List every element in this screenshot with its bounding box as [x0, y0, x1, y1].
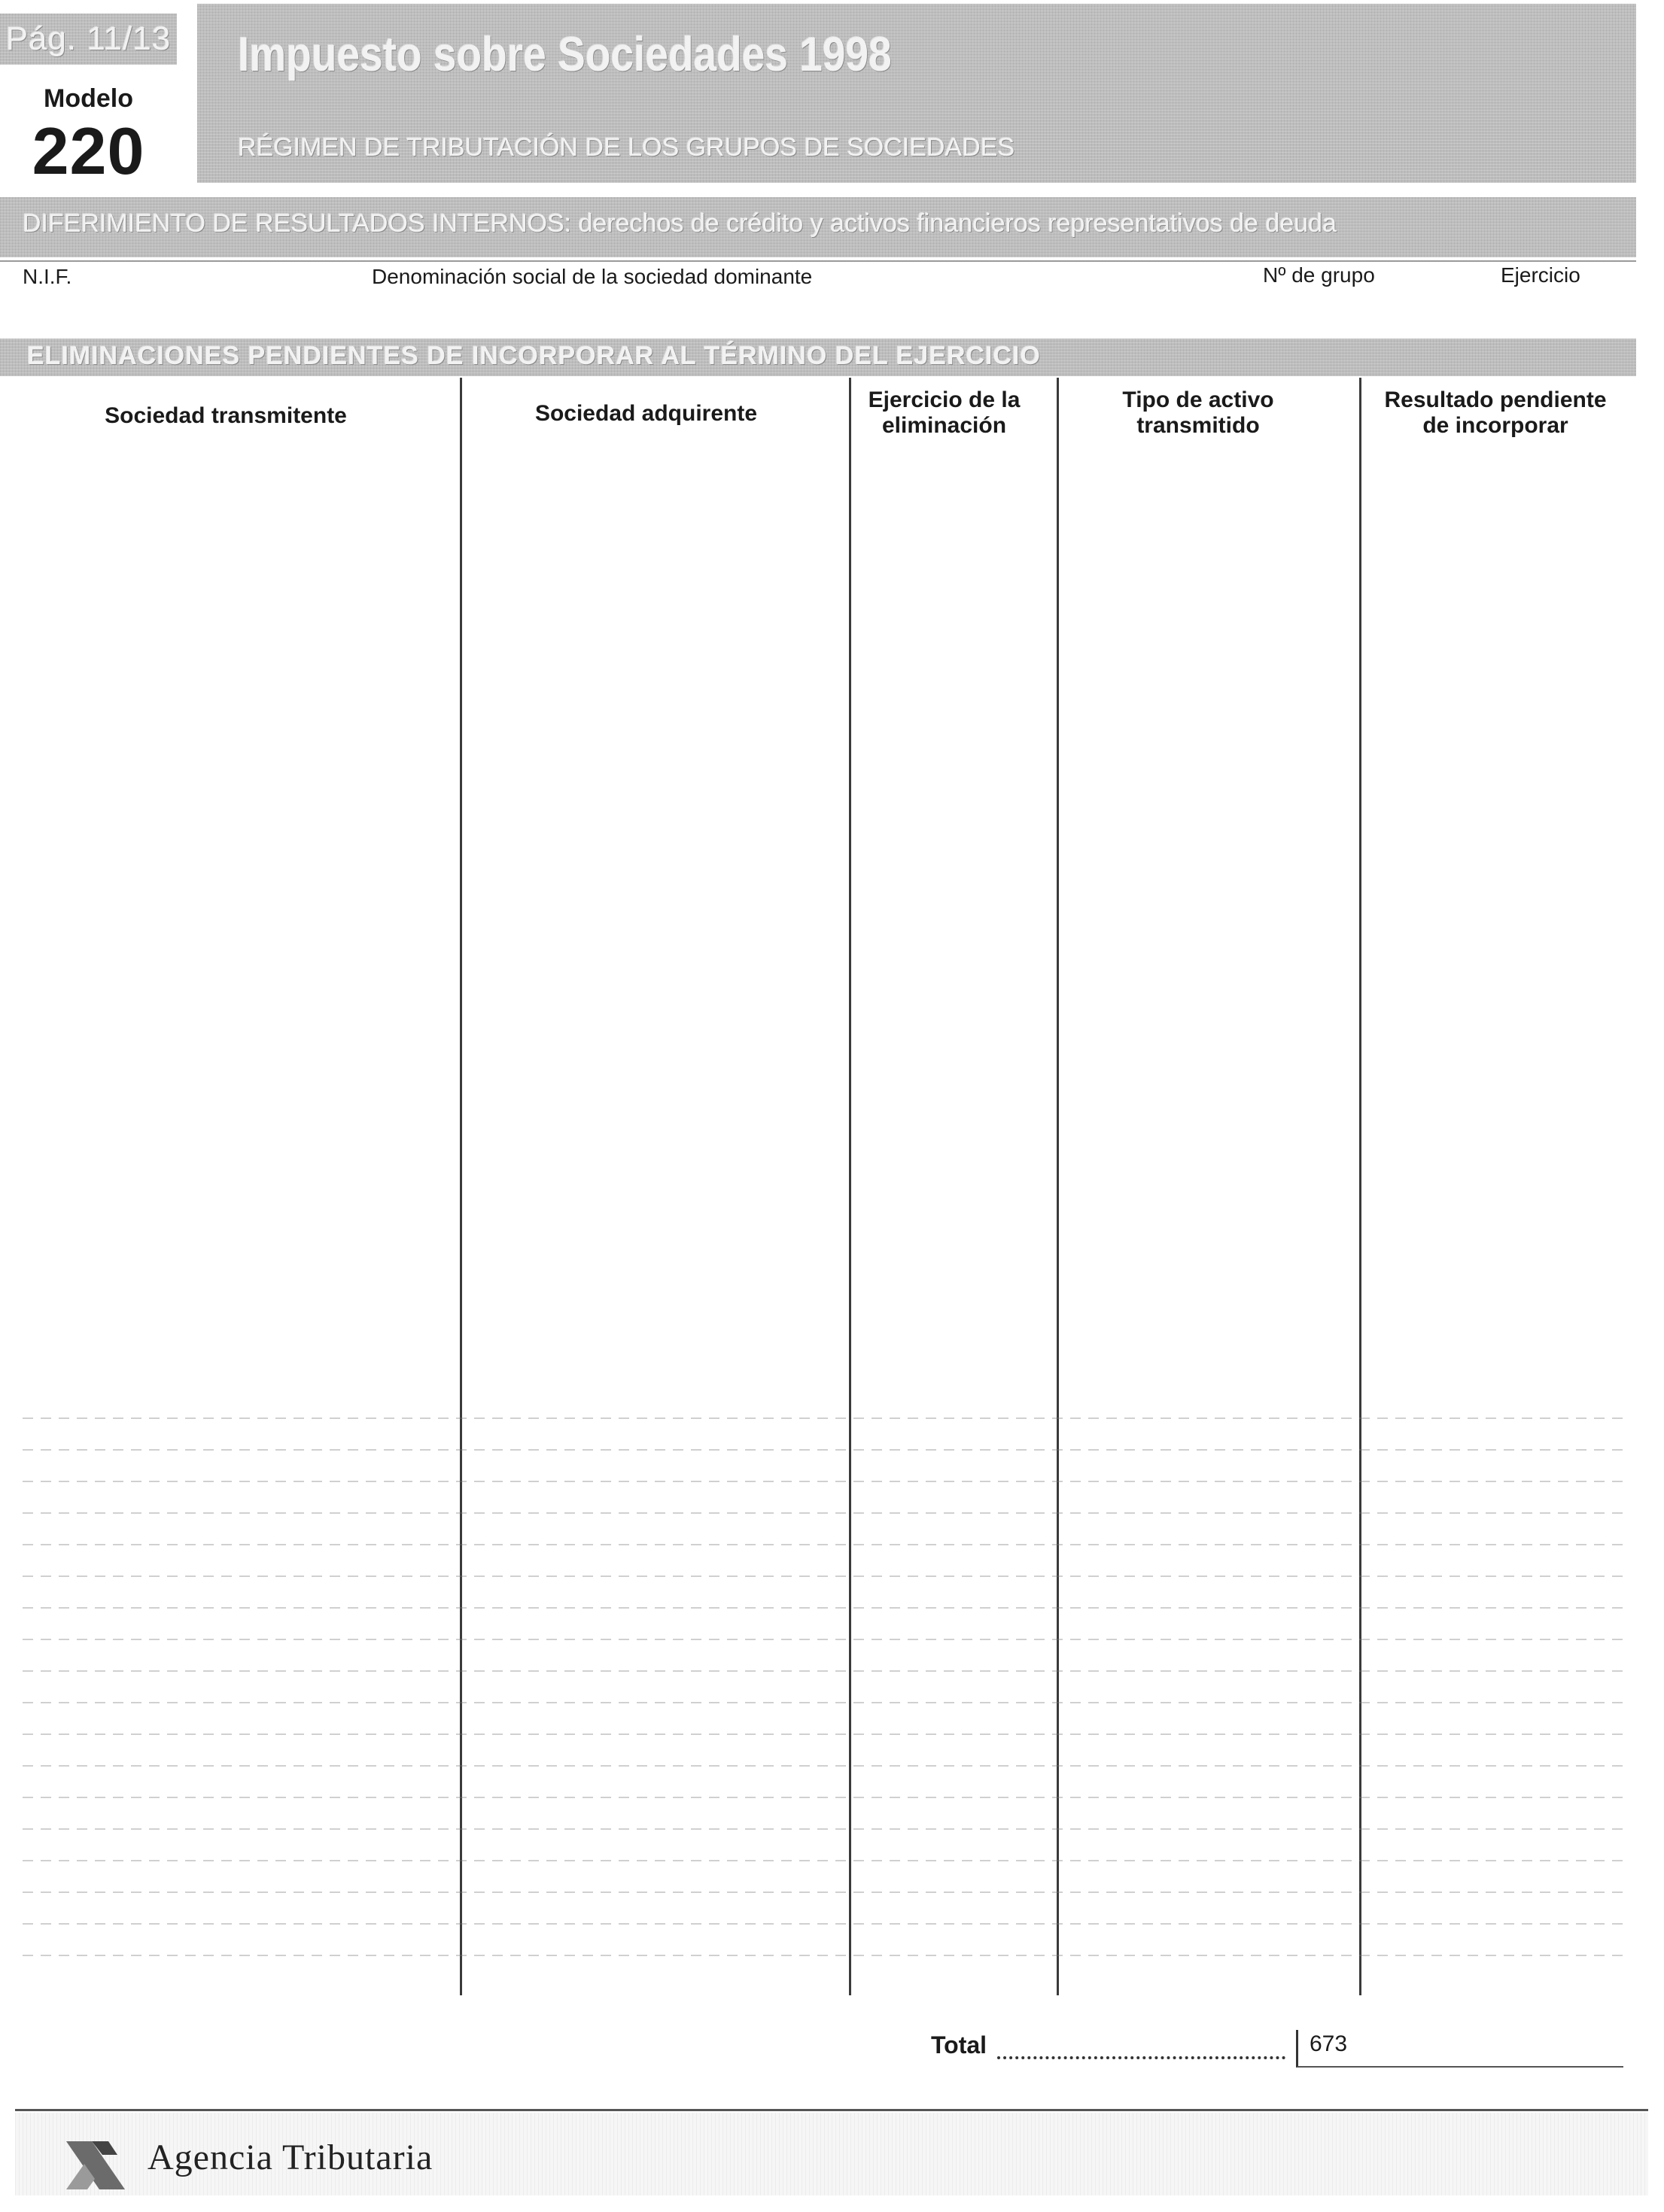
column-header-sociedad-adquirente [452, 401, 841, 427]
eliminaciones-title: ELIMINACIONES PENDIENTES DE INCORPORAR AL TÉRMINO DEL EJERCICIO [27, 342, 1041, 370]
column-header-line: Sociedad transmitente [105, 403, 347, 428]
form-subtitle: RÉGIMEN DE TRIBUTACIÓN DE LOS GRUPOS DE SOCIEDADES [238, 133, 1015, 162]
page-number-badge: Pág. 11/13 [0, 14, 177, 65]
agencia-tributaria-logo-icon [62, 2135, 129, 2192]
denominacion-field-label: Denominación social de la sociedad dominante [372, 265, 813, 288]
section-title: DIFERIMIENTO DE RESULTADOS INTERNOS: derechos de crédito y activos financieros representativos de deuda [23, 209, 1337, 238]
column-header-line: Ejercicio de la [868, 387, 1021, 412]
ejercicio-field-label: Ejercicio [1501, 263, 1580, 287]
total-leader-dots [997, 2056, 1285, 2059]
nif-field-label: N.I.F. [23, 265, 72, 288]
eliminaciones-band [0, 339, 1636, 376]
column-header-line: Tipo de activo [1122, 387, 1274, 412]
column-header-resultado-pendiente [1349, 387, 1642, 439]
column-header-ejercicio-eliminacion [841, 387, 1048, 439]
form-title: Impuesto sobre Sociedades 1998 [238, 27, 892, 81]
footer-rule [15, 2109, 1648, 2111]
agency-name: Agencia Tributaria [148, 2138, 433, 2177]
modelo-label: Modelo [44, 84, 133, 113]
entry-rows-area[interactable] [23, 1399, 1626, 1986]
grupo-field-label: Nº de grupo [1263, 263, 1375, 287]
column-header-line: de incorporar [1422, 413, 1568, 438]
section-band [0, 197, 1636, 257]
column-header-line: Sociedad adquirente [534, 401, 758, 426]
modelo-number: 220 [32, 114, 145, 188]
column-header-sociedad-transmitente [0, 403, 452, 429]
column-header-line: Resultado pendiente [1384, 387, 1607, 412]
column-header-line: eliminación [881, 413, 1007, 438]
column-header-line: transmitido [1136, 413, 1260, 438]
total-label: Total [931, 2031, 987, 2059]
column-header-tipo-activo [1048, 387, 1349, 439]
identification-rule [0, 260, 1636, 262]
total-box-code: 673 [1310, 2031, 1348, 2056]
header-band [197, 4, 1636, 183]
